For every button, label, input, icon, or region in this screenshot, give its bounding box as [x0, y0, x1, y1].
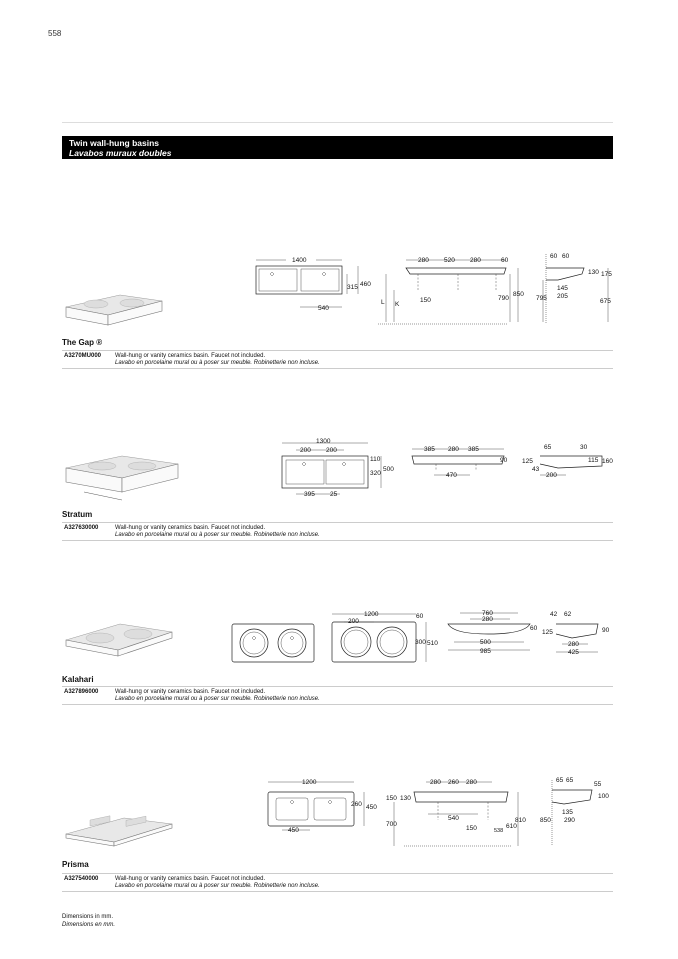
registered-mark: ® [96, 338, 103, 347]
kalahari-side-drawing [538, 608, 618, 660]
dim-label: 60 [562, 253, 570, 260]
dim-label: 115 [588, 457, 599, 464]
product-name: Stratum [62, 510, 93, 519]
dim-label: 450 [288, 827, 299, 834]
dim-label: 1400 [292, 257, 307, 264]
dim-label: 510 [427, 640, 438, 647]
footnote-en: Dimensions in mm. [62, 914, 114, 920]
dim-label: 60 [530, 625, 538, 632]
product-code: A327896000 [64, 689, 99, 695]
dim-label: 100 [598, 793, 609, 800]
dim-label: 610 [506, 823, 517, 830]
dim-label: 315 [347, 284, 358, 291]
dim-label: 300 [415, 639, 426, 646]
dim-label: 260 [351, 801, 362, 808]
the-gap-plan-drawing [248, 250, 373, 318]
dim-label: 385 [424, 446, 435, 453]
dim-label: 540 [448, 815, 459, 822]
product-name: The Gap ® [62, 338, 103, 347]
prisma-front-drawing [384, 776, 530, 848]
dim-label: 200 [300, 447, 311, 454]
dim-label: 500 [480, 639, 491, 646]
dim-label: 65 [566, 777, 574, 784]
prisma-side-drawing [540, 772, 618, 848]
dim-label: 125 [522, 458, 533, 465]
section-title-en: Twin wall-hung basins [69, 138, 160, 148]
page-number: 558 [48, 29, 62, 38]
dim-label: 60 [501, 257, 509, 264]
dim-label: 25 [330, 491, 338, 498]
product-row [62, 686, 613, 705]
dim-label: 65 [556, 777, 564, 784]
kalahari-plan-drawing [328, 608, 440, 670]
dim-label: 200 [348, 618, 359, 625]
stratum-photo [62, 448, 182, 506]
dim-label: 290 [564, 817, 575, 824]
dim-label: 760 [482, 610, 493, 617]
dim-label: 425 [568, 649, 579, 656]
product-code: A327630000 [64, 525, 99, 531]
dim-label: 795 [536, 295, 547, 302]
dim-label: 280 [418, 257, 429, 264]
dim-label: 145 [557, 285, 568, 292]
dim-label: 280 [482, 616, 493, 623]
prisma-plan-drawing [264, 776, 380, 840]
dim-label: 125 [542, 629, 553, 636]
dim-label: 160 [602, 458, 613, 465]
product-description-fr: Lavabo en porcelaine mural ou à poser sur meuble. Robinetterie non incluse. [115, 696, 320, 702]
footnote-fr: Dimensions en mm. [62, 922, 116, 928]
product-code: A3270MU000 [64, 353, 102, 359]
product-row [62, 873, 613, 892]
dim-label: 1200 [302, 779, 317, 786]
dim-label: 450 [366, 804, 377, 811]
dim-label: 55 [594, 781, 602, 788]
dim-label: 280 [470, 257, 481, 264]
dim-label: 675 [600, 298, 611, 305]
dim-label: 60 [416, 613, 424, 620]
dim-label: 42 [550, 611, 558, 618]
dim-label: 790 [498, 295, 509, 302]
dim-label: 280 [448, 446, 459, 453]
dim-label: 320 [370, 470, 381, 477]
stratum-plan-drawing [276, 434, 404, 500]
product-description-en: Wall-hung or vanity ceramics basin. Faucet not included. [115, 353, 266, 359]
dim-label: 43 [532, 466, 540, 473]
dim-label: 850 [540, 817, 551, 824]
dim-label: 150 [386, 795, 397, 802]
dim-label: 500 [383, 466, 394, 473]
product-description-en: Wall-hung or vanity ceramics basin. Faucet not included. [115, 689, 266, 695]
stratum-front-drawing [408, 440, 516, 484]
the-gap-photo [60, 285, 165, 335]
product-code: A327540000 [64, 876, 99, 882]
product-description-en: Wall-hung or vanity ceramics basin. Faucet not included. [115, 525, 266, 531]
stratum-side-drawing [522, 438, 616, 484]
product-name: Prisma [62, 860, 89, 869]
dim-label: 200 [326, 447, 337, 454]
dim-label: 260 [448, 779, 459, 786]
dim-label: 538 [494, 828, 504, 834]
product-description-fr: Lavabo en porcelaine mural ou à poser sur meuble. Robinetterie non incluse. [115, 360, 320, 366]
dim-label: 110 [370, 456, 381, 463]
product-name: Kalahari [62, 675, 94, 684]
the-gap-side-drawing [536, 250, 616, 330]
dim-label: 175 [601, 271, 612, 278]
dim-label: 90 [602, 627, 610, 634]
product-description-en: Wall-hung or vanity ceramics basin. Faucet not included. [115, 876, 266, 882]
dim-label: 520 [444, 257, 455, 264]
dim-label: 135 [562, 809, 573, 816]
section-header [62, 136, 613, 159]
dim-label: L [381, 299, 385, 306]
section-title-fr: Lavabos muraux doubles [69, 148, 172, 158]
dim-label: 280 [568, 641, 579, 648]
kalahari-top-drawing [230, 620, 318, 666]
dim-label: 130 [588, 269, 599, 276]
dim-label: 395 [304, 491, 315, 498]
top-rule [62, 122, 613, 123]
prisma-photo [62, 812, 174, 854]
dim-label: 385 [468, 446, 479, 453]
dim-label: 460 [360, 281, 371, 288]
dim-label: K [395, 301, 400, 308]
dim-label: 200 [546, 472, 557, 479]
dim-label: 90 [500, 457, 508, 464]
dim-label: 1300 [316, 438, 331, 445]
dim-label: 1200 [364, 611, 379, 618]
dim-label: 700 [386, 821, 397, 828]
dim-label: 540 [318, 305, 329, 312]
dim-label: 30 [580, 444, 588, 451]
dim-label: 205 [557, 293, 568, 300]
dim-label: 470 [446, 472, 457, 479]
product-description-fr: Lavabo en porcelaine mural ou à poser sur meuble. Robinetterie non incluse. [115, 532, 320, 538]
dim-label: 150 [466, 825, 477, 832]
dim-label: 280 [430, 779, 441, 786]
product-row [62, 350, 613, 369]
dim-label: 62 [564, 611, 572, 618]
dim-label: 850 [513, 291, 524, 298]
kalahari-front-drawing [444, 608, 544, 660]
product-row [62, 522, 613, 541]
dim-label: 60 [550, 253, 558, 260]
product-description-fr: Lavabo en porcelaine mural ou à poser sur meuble. Robinetterie non incluse. [115, 883, 320, 889]
dim-label: 65 [544, 444, 552, 451]
dim-label: 150 [420, 297, 431, 304]
the-gap-front-drawing [378, 250, 538, 330]
dim-label: 810 [515, 817, 526, 824]
dim-label: 280 [466, 779, 477, 786]
dim-label: 985 [480, 648, 491, 655]
kalahari-photo [62, 618, 174, 666]
dim-label: 130 [400, 795, 411, 802]
